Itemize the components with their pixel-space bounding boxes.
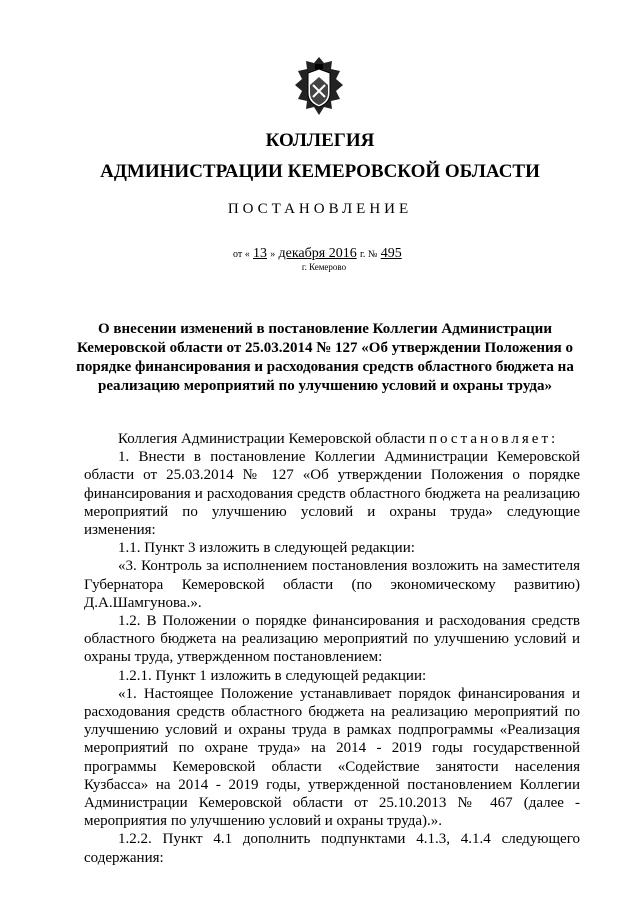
body-paragraph: 1.2. В Положении о порядке финансирования и расходования средств областного бюджета на реализацию мероприятий по улучшению условий и охраны труда, утвержденном постановлением: [84, 613, 580, 666]
document-type: ПОСТАНОВЛЕНИЕ [227, 201, 413, 217]
document-title: О внесении изменений в постановление Коллегии Администрации Кемеровской области от 25.03.2014 № 127 «Об утверждении Положения о порядке финансирования и расходования средств областного бюджета на реализацию мероприятий по улучшению условий и охраны труда» [76, 321, 574, 394]
org-name-line2: АДМИНИСТРАЦИИ КЕМЕРОВСКОЙ ОБЛАСТИ [100, 161, 540, 182]
body-paragraph: «1. Настоящее Положение устанавливает порядок финансирования и расходования средств областного бюджета на реализацию мероприятий по улучшению условий и охраны труда в рамках подпрограммы «Реализация мероприятий по охране труда» на 2014 - 2019 годы государственной программы Кемеровской области «Содействие занятости населения Кузбасса» на 2014 - 2019 годы, утвержденной постановлением Коллегии Администрации Кемеровской области от 25.10.2013 № 467 (далее - мероприятия по улучшению условий и охраны труда).». [84, 685, 580, 830]
document-body [84, 430, 580, 867]
body-paragraph: 1.2.1. Пункт 1 изложить в следующей редакции: [118, 667, 427, 684]
body-paragraph: 1. Внести в постановление Коллегии Администрации Кемеровской области от 25.03.2014 № 127 «Об утверждении Положения о порядке финансирования и расходования средств областного бюджета на реализацию мероприятий по улучшению условий и охраны труда» следующие изменения: [84, 449, 580, 539]
body-paragraph [84, 430, 580, 448]
date-suffix: г. № [359, 249, 378, 260]
body-paragraph: «3. Контроль за исполнением постановления возложить на заместителя Губернатора Кемеровской области (по экономическому развитию) Д.А.Шамгунова.». [84, 558, 580, 611]
place-of-issue: г. Кемерово [301, 262, 347, 272]
date-line [233, 245, 402, 262]
coat-of-arms-emblem [288, 55, 350, 117]
preamble-text: Коллегия Администрации Кемеровской области [118, 431, 426, 447]
date-prefix: от « [233, 249, 250, 260]
preamble-decree-word: постановляет: [429, 431, 559, 447]
body-paragraph: 1.1. Пункт 3 изложить в следующей редакции: [118, 540, 415, 557]
org-name-line1: КОЛЛЕГИЯ [265, 130, 375, 151]
date-mid: » [270, 249, 276, 260]
body-paragraph: 1.2.2. Пункт 4.1 дополнить подпунктами 4.1.3, 4.1.4 следующего содержания: [84, 831, 580, 866]
document-number: 495 [380, 246, 402, 261]
date-month-year: декабря 2016 [278, 246, 357, 261]
date-day: 13 [253, 246, 267, 261]
